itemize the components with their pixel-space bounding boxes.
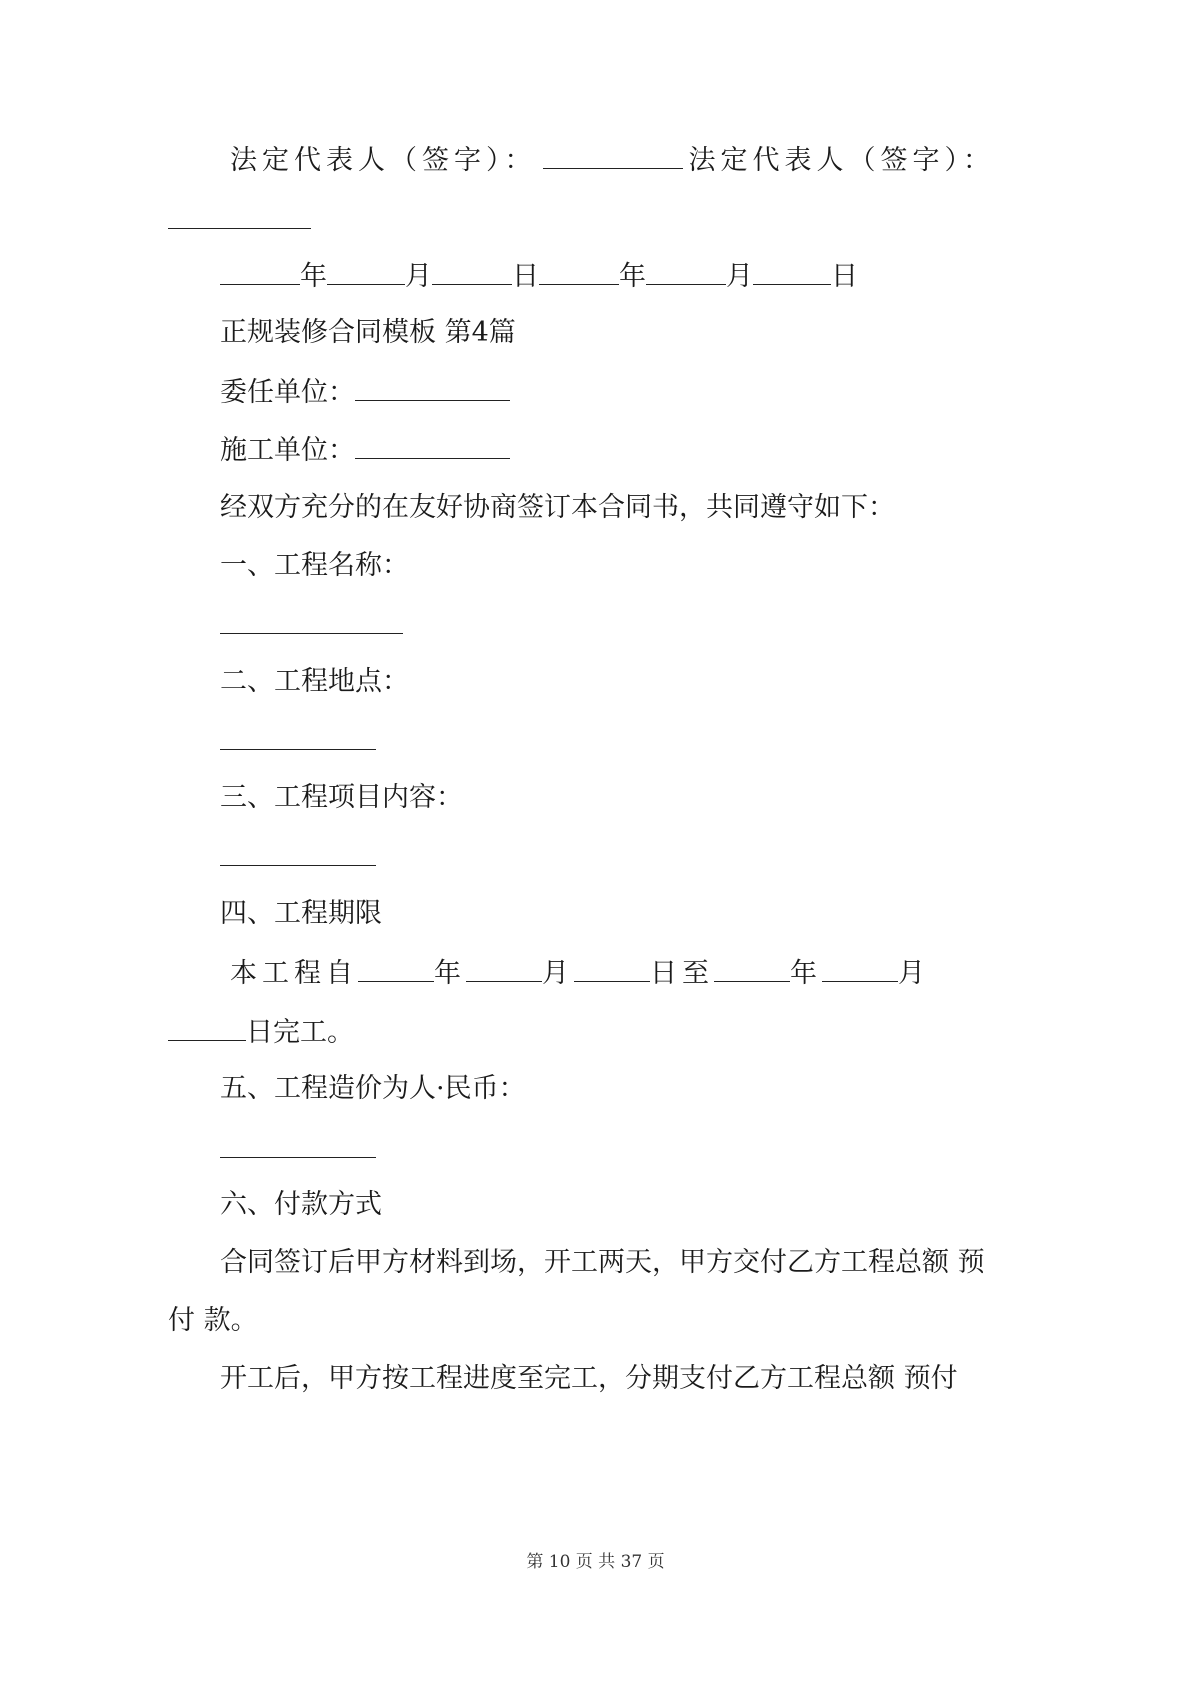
period-month-b: 月 bbox=[898, 958, 930, 989]
period-blank bbox=[822, 955, 898, 982]
period-year-a: 年 bbox=[434, 958, 466, 989]
date-year-a: 年 bbox=[300, 261, 327, 292]
client-blank bbox=[355, 374, 510, 401]
period-end-line bbox=[168, 1014, 354, 1050]
section-5-heading: 五、工程造价为人·民币： bbox=[220, 1073, 526, 1104]
date-blank bbox=[539, 258, 619, 285]
section-4-heading: 四、工程期限 bbox=[220, 898, 382, 929]
signature-blank-a bbox=[543, 142, 683, 169]
date-blank bbox=[220, 258, 300, 285]
payment-paragraph-2-line-1: 开工后，甲方按工程进度至完工，分期支付乙方工程总额 预付 bbox=[220, 1363, 958, 1394]
section-2-heading: 二、工程地点： bbox=[220, 666, 409, 697]
period-start-label: 本工程自 bbox=[230, 958, 358, 989]
period-day-to: 日至 bbox=[650, 958, 714, 989]
period-blank bbox=[466, 955, 542, 982]
date-month-b: 月 bbox=[726, 261, 753, 292]
section-3-blank bbox=[220, 865, 376, 866]
payment-paragraph-1-line-1: 合同签订后甲方材料到场，开工两天，甲方交付乙方工程总额 预 bbox=[220, 1247, 985, 1278]
contractor-field bbox=[220, 432, 510, 468]
section-1-heading: 一、工程名称： bbox=[220, 550, 409, 581]
period-line bbox=[230, 955, 930, 991]
section-6-heading: 六、付款方式 bbox=[220, 1189, 382, 1220]
period-blank bbox=[714, 955, 790, 982]
date-day-b: 日 bbox=[831, 261, 858, 292]
date-month-a: 月 bbox=[405, 261, 432, 292]
contractor-blank bbox=[355, 432, 510, 459]
period-end-label: 日完工。 bbox=[246, 1017, 354, 1048]
intro-paragraph: 经双方充分的在友好协商签订本合同书，共同遵守如下： bbox=[220, 492, 895, 523]
client-label: 委任单位： bbox=[220, 377, 355, 408]
signature-blank-b bbox=[168, 228, 311, 229]
section-2-blank bbox=[220, 749, 376, 750]
contract-title: 正规装修合同模板 第4篇 bbox=[220, 317, 516, 348]
contractor-label: 施工单位： bbox=[220, 435, 355, 466]
period-blank bbox=[358, 955, 434, 982]
date-blank bbox=[646, 258, 726, 285]
legal-rep-label-a: 法定代表人（签字）： bbox=[230, 145, 537, 176]
legal-rep-line bbox=[230, 142, 995, 178]
payment-paragraph-1-line-2: 付 款。 bbox=[168, 1305, 258, 1336]
date-blank bbox=[432, 258, 512, 285]
signature-date-line bbox=[220, 258, 858, 294]
date-blank bbox=[327, 258, 405, 285]
period-year-b: 年 bbox=[790, 958, 822, 989]
section-5-blank bbox=[220, 1157, 376, 1158]
period-month-a: 月 bbox=[542, 958, 574, 989]
page-number-footer: 第 10 页 共 37 页 bbox=[526, 1552, 665, 1572]
period-blank bbox=[574, 955, 650, 982]
date-blank bbox=[753, 258, 831, 285]
date-day-a: 日 bbox=[512, 261, 539, 292]
section-3-heading: 三、工程项目内容： bbox=[220, 782, 463, 813]
period-blank bbox=[168, 1014, 246, 1041]
section-1-blank bbox=[220, 633, 403, 634]
date-year-b: 年 bbox=[619, 261, 646, 292]
legal-rep-label-b: 法定代表人（签字）： bbox=[688, 145, 995, 176]
client-field bbox=[220, 374, 510, 410]
